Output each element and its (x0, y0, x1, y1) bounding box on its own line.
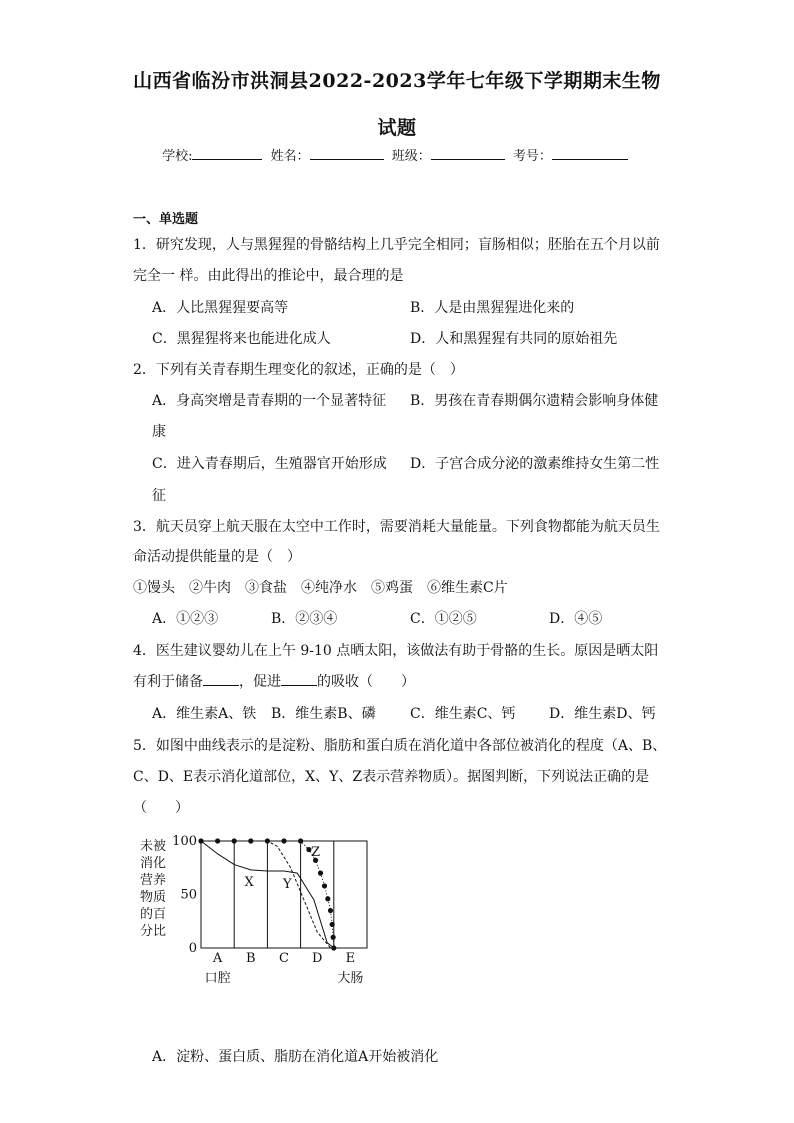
y-axis-label: 消化 (140, 856, 167, 871)
q1-stem-line2: 完全一 样。由此得出的推论中，最合理的是 (133, 268, 404, 284)
q4-blank-1 (203, 672, 239, 686)
q1-stem-line1: 1．研究发现，人与黑猩猩的骨骼结构上几乎完全相同；盲肠相似；胚胎在五个月以前 (133, 237, 660, 253)
q5-option-a[interactable]: A．淀粉、蛋白质、脂肪在消化道A开始被消化 (152, 1049, 439, 1065)
q3-option-b[interactable]: B．②③④ (271, 611, 338, 627)
x-tick-label: E (345, 951, 356, 966)
q2-option-b-cont: 康 (152, 424, 166, 440)
series-z-marker (198, 838, 203, 843)
q2-option-d-cont: 征 (152, 488, 166, 504)
x-region-label: 口腔 (204, 971, 231, 986)
q1-option-a[interactable]: A．人比黑猩猩要高等 (152, 300, 289, 316)
q4-option-b[interactable]: B．维生素B、磷 (271, 706, 376, 722)
class-blank[interactable] (431, 146, 505, 160)
q3-stem-line2: 命活动提供能量的是（ ） (133, 549, 301, 565)
q4-blank-2 (281, 672, 317, 686)
x-tick-label: D (311, 951, 323, 966)
school-label: 学校: (162, 149, 193, 164)
series-z-marker (330, 922, 335, 927)
x-tick-label: B (246, 951, 256, 966)
q1-option-b[interactable]: B．人是由黑猩猩进化来的 (410, 300, 575, 316)
q3-items: ①馒头 ②牛肉 ③食盐 ④纯净水 ⑤鸡蛋 ⑥维生素C片 (133, 580, 508, 596)
class-label: 班级： (391, 149, 431, 164)
q2-option-c[interactable]: C．进入青春期后，生殖器官开始形成 (152, 456, 387, 472)
series-z-marker (331, 935, 336, 940)
series-label-z: Z (311, 844, 321, 860)
y-axis-label: 营养 (140, 873, 167, 888)
name-blank[interactable] (310, 146, 384, 160)
q4-option-c[interactable]: C．维生素C、钙 (410, 706, 516, 722)
y-axis-label: 分比 (140, 924, 167, 939)
y-tick-label: 0 (188, 941, 197, 956)
q5-stem-line1: 5．如图中曲线表示的是淀粉、脂肪和蛋白质在消化道中各部位被消化的程度（A、B、 (133, 738, 667, 754)
y-axis-label: 的百 (140, 907, 167, 922)
q4-text-post: 的吸收（ ） (317, 674, 415, 690)
series-z-marker (265, 838, 270, 843)
series-z-marker (318, 871, 323, 876)
q2-option-b[interactable]: B．男孩在青春期偶尔遗精会影响身体健 (410, 393, 659, 409)
q4-option-a[interactable]: A．维生素A、铁 (152, 706, 257, 722)
y-axis-label: 未被 (140, 839, 167, 854)
series-z-marker (328, 908, 333, 913)
q3-option-c[interactable]: C．①②⑤ (410, 611, 477, 627)
series-z-marker (281, 838, 286, 843)
q4-stem-line2 (133, 671, 415, 691)
q4-stem-line1: 4．医生建议婴幼儿在上午 9-10 点晒太阳，该做法有助于骨骼的生长。原因是晒太阳 (133, 643, 659, 659)
digestion-chart-svg (138, 826, 378, 991)
series-z-marker (298, 838, 303, 843)
digestion-chart (138, 826, 378, 991)
student-info-row (0, 145, 794, 164)
series-z-marker (232, 838, 237, 843)
q1-option-c[interactable]: C．黑猩猩将来也能进化成人 (152, 331, 331, 347)
series-label-x: X (244, 874, 254, 890)
series-z-marker (215, 838, 220, 843)
q1-option-d[interactable]: D．人和黑猩猩有共同的原始祖先 (410, 331, 618, 347)
series-z-marker (331, 945, 336, 950)
exam-title-line1: 山西省临汾市洪洞县2022-2023学年七年级下学期期末生物 (133, 70, 661, 92)
q5-stem-line3: （ ） (133, 800, 189, 816)
section-heading: 一、单选题 (133, 212, 199, 227)
y-tick-label: 50 (180, 887, 197, 903)
number-label: 考号： (512, 149, 552, 164)
y-tick-label: 100 (172, 834, 197, 849)
series-z-marker (322, 883, 327, 888)
q5-stem-line2: C、D、E表示消化道部位，X、Y、Z表示营养物质）。据图判断，下列说法正确的是 (133, 769, 650, 785)
number-blank[interactable] (552, 146, 628, 160)
q2-stem: 2．下列有关青春期生理变化的叙述，正确的是（ ） (133, 362, 464, 378)
exam-title-line2: 试题 (377, 117, 417, 139)
x-tick-label: C (279, 951, 289, 966)
q3-stem-line1: 3．航天员穿上航天服在太空中工作时，需要消耗大量能量。下列食物都能为航天员生 (133, 519, 660, 535)
x-tick-label: A (212, 951, 223, 966)
series-label-y: Y (283, 877, 292, 893)
q3-option-d[interactable]: D．④⑤ (549, 611, 603, 627)
x-region-label: 大肠 (337, 971, 364, 986)
q4-text-pre: 有利于储备 (133, 674, 203, 690)
y-axis-label: 物质 (140, 890, 167, 905)
q2-option-d[interactable]: D．子宫合成分泌的激素维持女生第二性 (410, 456, 660, 472)
q4-text-mid: ，促进 (239, 674, 281, 690)
series-z-marker (248, 838, 253, 843)
series-z-marker (325, 896, 330, 901)
q3-option-a[interactable]: A．①②③ (152, 611, 219, 627)
name-label: 姓名： (270, 149, 310, 164)
q4-option-d[interactable]: D．维生素D、钙 (549, 706, 656, 722)
q2-option-a[interactable]: A．身高突增是青春期的一个显著特征 (152, 393, 387, 409)
school-blank[interactable] (192, 146, 262, 160)
